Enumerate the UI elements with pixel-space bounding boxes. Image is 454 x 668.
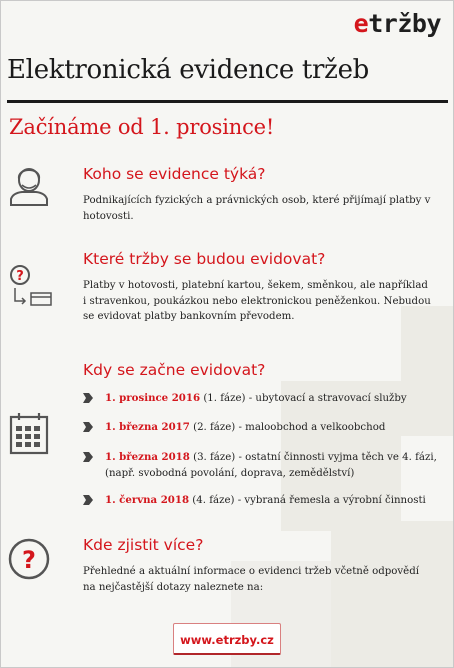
phase-label: (1. fáze) [200, 393, 246, 404]
title-divider [7, 100, 448, 103]
logo-etrzby [354, 9, 441, 38]
phase-item [83, 420, 443, 436]
page-title: Elektronická evidence tržeb [7, 55, 369, 85]
who-heading: Koho se evidence týká? [83, 165, 266, 183]
what-text: Platby v hotovosti, platební kartou, šekem, směnkou, ale například i stravenkou, poukázkou nebo elektronickou peněženkou. Nebudou se evidovat platby bankovním převodem. [83, 280, 431, 322]
what-heading: Které tržby se budou evidovat? [83, 250, 326, 268]
logo-text: tržby [368, 9, 441, 38]
who-text: Podnikajících fyzických a právnických osob, které přijímají platby v hotovosti. [83, 195, 431, 222]
phase-date: 1. prosince 2016 [105, 392, 201, 404]
subtitle: Začínáme od 1. prosince! [9, 115, 275, 139]
phase-date: 1. března 2017 [105, 421, 190, 433]
when-heading: Kdy se začne evidovat? [83, 361, 266, 379]
more-text: Přehledné a aktuální informace o evidenci tržeb včetně odpovědí na nejčastější dotazy naleznete na: [83, 566, 419, 593]
phase-date: 1. června 2018 [105, 494, 190, 506]
phase-label: (3. fáze) [189, 452, 236, 463]
phase-desc: - vybraná řemesla a výrobní činnosti [234, 495, 426, 506]
phase-desc: - ubytovací a stravovací služby [245, 393, 407, 404]
calendar-icon [9, 411, 49, 455]
phase-desc: - maloobchod a velkoobchod [235, 422, 386, 433]
phase-date: 1. března 2018 [105, 451, 190, 463]
phase-desc: - ostatní činnosti vyjma těch ve 4. fázi, (např. svobodná povolání, doprava, zemědělství) [105, 452, 437, 479]
phase-label: (4. fáze) [189, 495, 235, 506]
website-link[interactable]: www.etrzby.cz [173, 623, 281, 655]
logo-accent: e [353, 9, 369, 38]
svg-text:?: ? [16, 269, 24, 284]
bg-decoration [401, 306, 453, 436]
phase-label: (2. fáze) [189, 422, 236, 433]
arrow-bullet-icon [83, 393, 93, 403]
svg-text:?: ? [22, 546, 36, 574]
phase-item [83, 493, 443, 509]
arrow-bullet-icon [83, 495, 93, 505]
phase-item [83, 450, 443, 481]
arrow-bullet-icon [83, 452, 93, 462]
arrow-bullet-icon [83, 422, 93, 432]
phase-item [83, 391, 443, 407]
person-icon [9, 162, 49, 206]
question-circle-icon [7, 537, 51, 581]
question-card-icon [9, 263, 57, 307]
more-heading: Kde zjistit více? [83, 536, 204, 554]
